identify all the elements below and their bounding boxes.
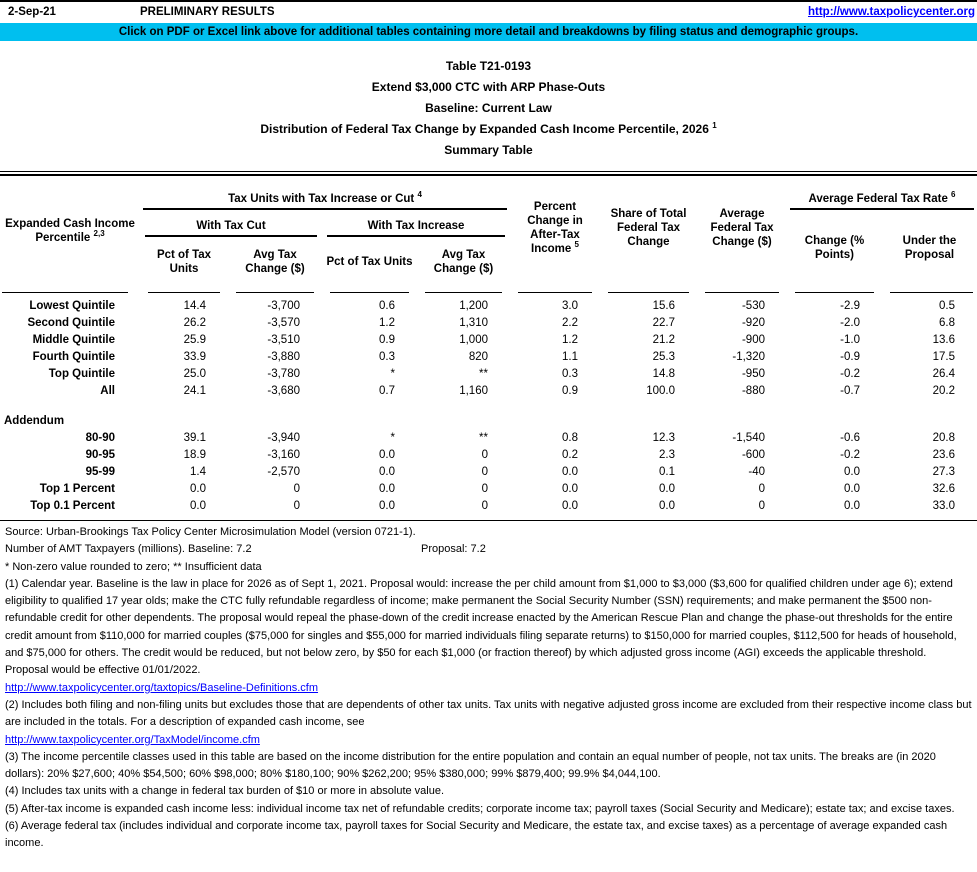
cell: 0.8 (562, 431, 578, 444)
cell: 17.5 (932, 350, 955, 363)
row-label: Middle Quintile (32, 333, 115, 346)
col-header-pct-of-tax-units-increase: Pct of Tax Units (326, 255, 413, 268)
cell: 0.0 (844, 499, 860, 512)
col-header-expanded-cash-income-percentile: Expanded Cash Income Percentile $^{2,3}$ (5, 218, 135, 244)
cell: -0.6 (840, 431, 860, 444)
cell: 0.0 (562, 465, 578, 478)
cell: 20.8 (932, 431, 955, 444)
table-number-title: Table T21-0193 (445, 59, 532, 73)
cell: 0 (758, 499, 765, 512)
cell: 0.2 (562, 448, 578, 461)
amt-baseline: Number of AMT Taxpayers (millions). Baseline: 7.2 (5, 543, 252, 556)
cell: -0.2 (840, 367, 860, 380)
cell: -2.9 (840, 299, 860, 312)
distribution-table (0, 297, 977, 514)
cell: 12.3 (652, 431, 675, 444)
table-header (0, 176, 977, 294)
cell: 25.3 (652, 350, 675, 363)
cell: * (390, 431, 395, 444)
cell: 13.6 (932, 333, 955, 346)
cell: 0.0 (562, 482, 578, 495)
column-underline (608, 292, 689, 293)
cell: 1.2 (379, 316, 395, 329)
cell: 15.6 (652, 299, 675, 312)
cell: 20.2 (932, 384, 955, 397)
cell: 3.0 (562, 299, 578, 312)
summary-table-title: Summary Table (444, 143, 533, 157)
amt-taxpayers-note (5, 541, 972, 558)
cell: -920 (741, 316, 765, 329)
cell: -3,160 (267, 448, 300, 461)
cell: 0.0 (562, 499, 578, 512)
row-label: Fourth Quintile (32, 350, 115, 363)
cell: 21.2 (652, 333, 675, 346)
cell: 0.0 (379, 499, 395, 512)
cell: 0.0 (379, 448, 395, 461)
col-header-avg-tax-change-cut: Avg Tax Change ($) (245, 248, 305, 275)
cell: 0.0 (659, 482, 675, 495)
table-row (0, 446, 977, 463)
cell: 1,000 (459, 333, 488, 346)
addendum-label: Addendum (4, 414, 65, 427)
cell: 0.0 (190, 499, 206, 512)
col-header-avg-tax-change-increase: Avg Tax Change ($) (433, 248, 494, 275)
cell: -3,700 (267, 299, 300, 312)
report-date: 2-Sep-21 (8, 6, 56, 18)
col-header-pct-of-tax-units-cut: Pct of Tax Units (156, 248, 212, 275)
cell: -3,940 (267, 431, 300, 444)
cell: 18.9 (183, 448, 206, 461)
footnote-ref-5: 5 (574, 240, 579, 250)
info-banner: Click on PDF or Excel link above for additional tables containing more detail and breakdowns by filing status and demographic groups. (0, 23, 977, 41)
cell: ** (479, 431, 488, 444)
row-label: 80-90 (85, 431, 115, 444)
table-body (0, 297, 977, 514)
row-label: Top Quintile (48, 367, 115, 380)
cell: -600 (741, 448, 765, 461)
cell: 1,200 (459, 299, 488, 312)
table-row (0, 348, 977, 365)
table-row (0, 365, 977, 382)
cell: 0 (481, 448, 488, 461)
cell: 26.4 (932, 367, 955, 380)
cell: 0 (293, 482, 300, 495)
column-underline (425, 292, 502, 293)
cell: -2,570 (267, 465, 300, 478)
row-label: Lowest Quintile (29, 299, 115, 312)
footnote-2: (2) Includes both filing and non-filing units but excludes those that are dependents of other tax units. Tax units with negative adjusted gross income are excluded from their respective income class but are included in the totals. For a description of expanded cash income, see (5, 698, 972, 729)
table-row (0, 480, 977, 497)
cell: 0 (758, 482, 765, 495)
cell: 0.1 (659, 465, 675, 478)
footnote-4: (4) Includes tax units with a change in federal tax burden of $10 or more in absolute value. (5, 785, 445, 798)
cell: -3,880 (267, 350, 300, 363)
footnote-ref-6: 6 (951, 190, 956, 200)
column-underline (236, 292, 314, 293)
column-underline (705, 292, 779, 293)
cell: ** (479, 367, 488, 380)
cell: 0.3 (562, 367, 578, 380)
table-row (0, 382, 977, 399)
col-group-with-tax-cut: With Tax Cut (140, 210, 322, 237)
source-note: Source: Urban-Brookings Tax Policy Center Microsimulation Model (version 0721-1). (5, 526, 416, 538)
amt-proposal: Proposal: 7.2 (421, 543, 486, 556)
table-row (0, 297, 977, 314)
distribution-title: Distribution of Federal Tax Change by Expanded Cash Income Percentile, 2026 $^1$ (260, 121, 717, 136)
cell: * (390, 367, 395, 380)
table-row (0, 331, 977, 348)
cell: 1.2 (562, 333, 578, 346)
row-label: Second Quintile (27, 316, 115, 329)
cell: 22.7 (652, 316, 675, 329)
col-header-percent-change-after-tax-income: Percent Change in After-Tax Income $^5$ (527, 201, 583, 255)
baseline-definitions-link[interactable]: http://www.taxpolicycenter.org/taxtopics/Baseline-Definitions.cfm (5, 681, 319, 694)
cell: 32.6 (932, 482, 955, 495)
footnote-6: (6) Average federal tax (includes individual and corporate income tax, payroll taxes for Social Security and Medicare, the estate tax, and excise taxes) as a percentage of average expanded cash income. (5, 820, 948, 850)
footnote-5: (5) After-tax income is expanded cash income less: individual income tax net of refundable credits; corporate income tax; payroll taxes (Social Security and Medicare); estate tax; and excise taxes. (5, 802, 955, 815)
column-underline (518, 292, 592, 293)
cell: -1,320 (732, 350, 765, 363)
cell: 0.9 (379, 333, 395, 346)
cell: 2.3 (659, 448, 675, 461)
cell: 27.3 (932, 465, 955, 478)
preliminary-results-label: PRELIMINARY RESULTS (140, 6, 275, 18)
cell: 0.0 (379, 465, 395, 478)
column-underline (890, 292, 973, 293)
cell: -530 (741, 299, 765, 312)
footnote-ref-1: 1 (712, 121, 717, 130)
row-label: Top 1 Percent (39, 482, 115, 495)
cell: 24.1 (183, 384, 206, 397)
cell: 14.4 (183, 299, 206, 312)
cell: -900 (741, 333, 765, 346)
cell: -1.0 (840, 333, 860, 346)
row-label: All (100, 384, 115, 397)
cell: -3,780 (267, 367, 300, 380)
cell: 0.6 (379, 299, 395, 312)
cell: -40 (748, 465, 765, 478)
cell: -3,510 (267, 333, 300, 346)
cell: -3,570 (267, 316, 300, 329)
footnote-3: (3) The income percentile classes used in this table are based on the income distribution for the entire population and contain an equal number of people, not tax units. The breaks are (in 2020 dollars): 20% $27,600; 40% $54,500; 60% $98,000; 80% $180,100; 90% $262,200; 95% $380,000; 99% $879,400; 99.9% $4,044,100. (5, 750, 936, 781)
cell: 820 (468, 350, 488, 363)
cell: 0.5 (939, 299, 955, 312)
cell: 0.7 (379, 384, 395, 397)
cell: -880 (741, 384, 765, 397)
cell: 0.9 (562, 384, 578, 397)
table-row (0, 463, 977, 480)
cell: 25.9 (183, 333, 206, 346)
cell: -3,680 (267, 384, 300, 397)
cell: 14.8 (652, 367, 675, 380)
row-label: 95-99 (85, 465, 115, 478)
cell: 0 (481, 465, 488, 478)
cell: -0.2 (840, 448, 860, 461)
cell: 100.0 (646, 384, 675, 397)
cell: 23.6 (932, 448, 955, 461)
cell: 0.0 (379, 482, 395, 495)
proposal-title: Extend $3,000 CTC with ARP Phase-Outs (371, 80, 606, 94)
cell: -0.9 (840, 350, 860, 363)
cell: -1,540 (732, 431, 765, 444)
table-row (0, 314, 977, 331)
cell: 33.9 (183, 350, 206, 363)
cell: 0.0 (844, 482, 860, 495)
cell: 33.0 (932, 499, 955, 512)
footnote-1: (1) Calendar year. Baseline is the law in place for 2026 as of Sept 1, 2021. Proposal would: increase the per child amount from $1,000 to $3,000 ($3,600 for qualified children under age 6); extend eligibility to qualified 17 year olds; make the CTC fully refundable regardless of income; make permanent the Social Security Number (SSN) requirements; and make permanent the $500 non-refundable credit for other dependents. The proposal would repeal the phase-down of the credit increase enacted by the American Rescue Plan and change the phase-out thresholds for the entire credit amount from $110,000 for married couples ($75,000 for singles and $55,000 for married individuals filing separate returns) to $150,000 for married couples, $112,500 for heads of household, and $75,000 for others. The credit would be reduced, but not below zero, by $50 for each $1,000 (or fraction thereof) by which adjusted gross income (AGI) exceeds the applicable threshold. Proposal would be effective 01/01/2022. (5, 577, 957, 677)
cell: 1,160 (459, 384, 488, 397)
title-block (0, 56, 977, 161)
footnotes (0, 521, 977, 853)
cell: 1.1 (562, 350, 578, 363)
taxpolicycenter-link[interactable]: http://www.taxpolicycenter.org (808, 6, 975, 18)
income-definition-link[interactable]: http://www.taxpolicycenter.org/TaxModel/income.cfm (5, 733, 260, 746)
row-label: Top 0.1 Percent (30, 499, 115, 512)
cell: 0.0 (190, 482, 206, 495)
col-header-under-the-proposal: Under the Proposal (902, 235, 957, 261)
column-underline (2, 292, 128, 293)
cell: 0.3 (379, 350, 395, 363)
col-group-average-federal-tax-rate: Average Federal Tax Rate $^6$ (787, 176, 977, 210)
cell: -0.7 (840, 384, 860, 397)
cell: 6.8 (939, 316, 955, 329)
spacer-row (0, 399, 977, 412)
cell: 0 (481, 499, 488, 512)
top-bar (0, 2, 977, 23)
cell: 0 (481, 482, 488, 495)
table-row (0, 429, 977, 446)
cell: -2.0 (840, 316, 860, 329)
col-group-tax-units-increase-or-cut: Tax Units with Tax Increase or Cut $^4$ (140, 176, 510, 210)
col-header-average-federal-tax-change: Average Federal Tax Change ($) (710, 208, 774, 248)
row-label: 90-95 (85, 448, 115, 461)
column-underline (148, 292, 220, 293)
column-underline (795, 292, 874, 293)
footnote-ref-4: 4 (417, 190, 422, 200)
cell: 26.2 (183, 316, 206, 329)
col-header-change-percentage-points: Change (% Points) (804, 235, 865, 261)
addendum-header-row (0, 412, 977, 429)
cell: 2.2 (562, 316, 578, 329)
cell: 1,310 (459, 316, 488, 329)
col-group-with-tax-increase: With Tax Increase (322, 210, 510, 237)
cell: 0.0 (659, 499, 675, 512)
baseline-title: Baseline: Current Law (425, 101, 552, 115)
cell: 0 (293, 499, 300, 512)
cell: 1.4 (190, 465, 206, 478)
col-header-share-of-total-federal-tax-change: Share of Total Federal Tax Change (610, 208, 687, 248)
column-underline (330, 292, 409, 293)
cell: 0.0 (844, 465, 860, 478)
cell: 39.1 (183, 431, 206, 444)
cell: -950 (741, 367, 765, 380)
cell: 25.0 (183, 367, 206, 380)
table-row (0, 497, 977, 514)
footnote-ref-2-3: 2,3 (93, 229, 105, 239)
asterisk-legend: * Non-zero value rounded to zero; ** Insufficient data (5, 560, 262, 573)
